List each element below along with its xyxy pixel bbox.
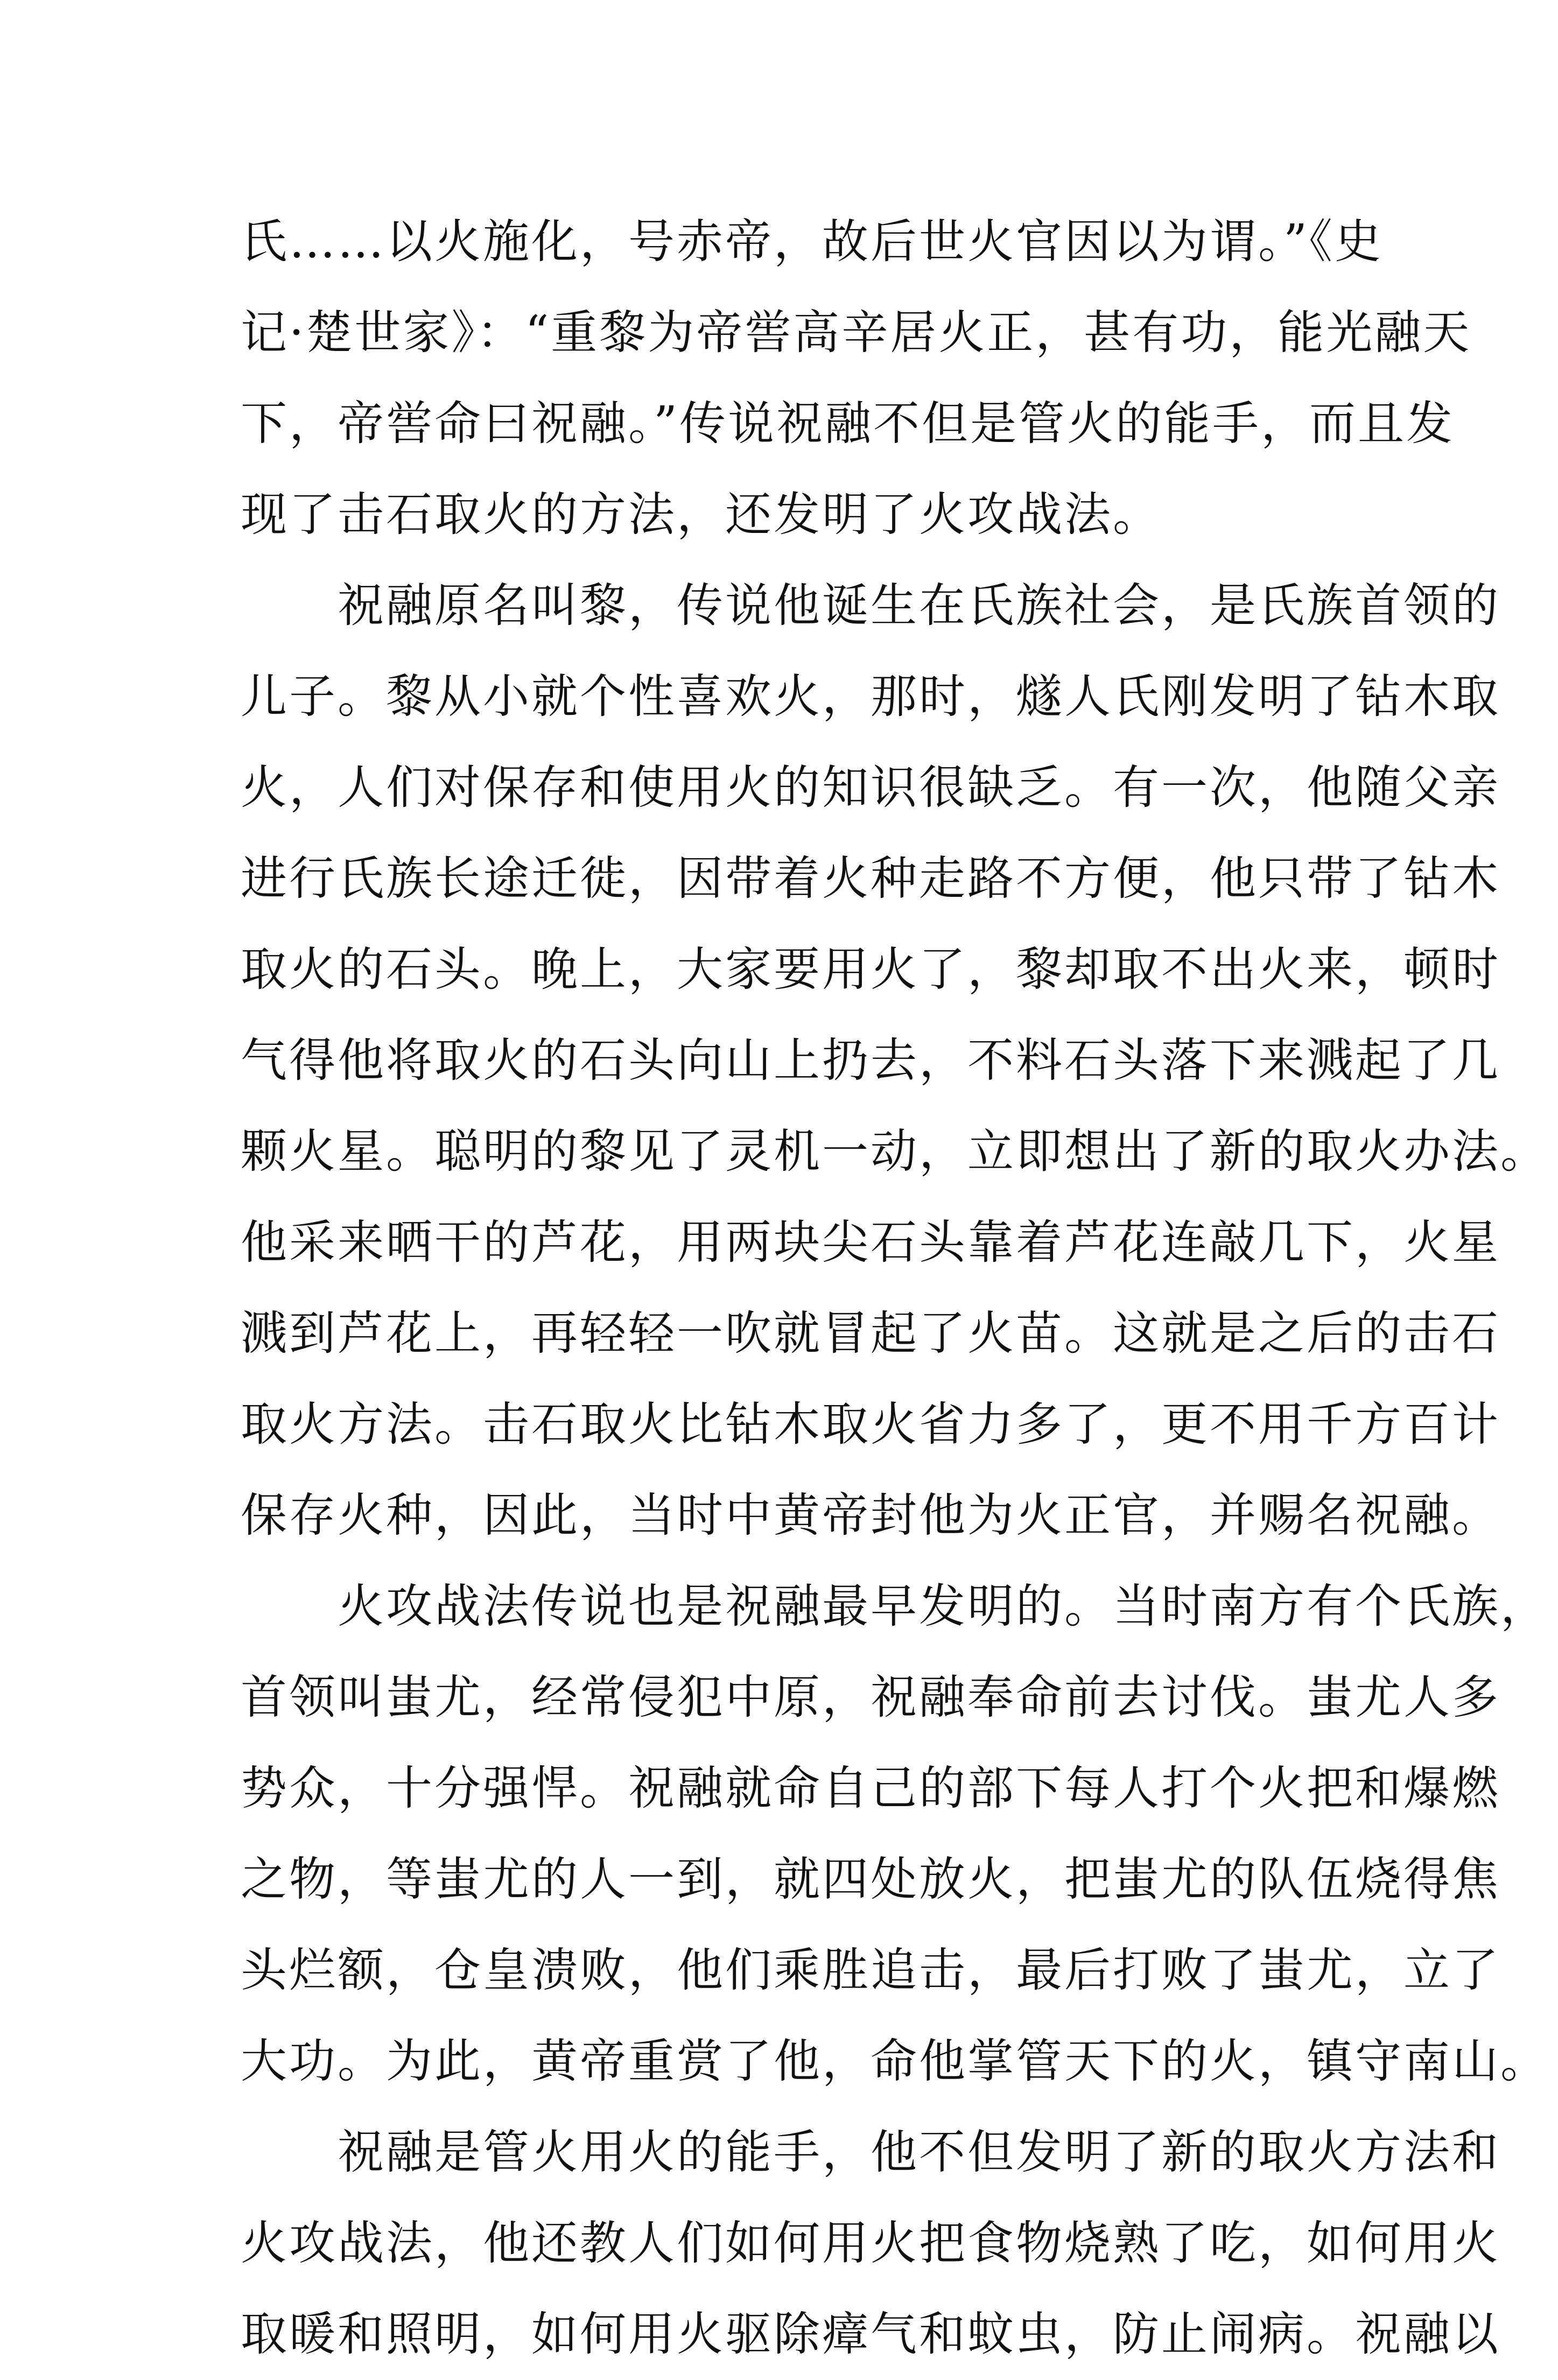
text-line: 火，人们对保存和使用火的知识很缺乏。有一次，他随父亲 — [241, 761, 1500, 815]
text-line: 之物，等蚩尤的人一到，就四处放火，把蚩尤的队伍烧得焦 — [241, 1852, 1500, 1906]
text-line: 取火的石头。晚上，大家要用火了，黎却取不出火来，顿时 — [241, 943, 1500, 996]
text-line: 祝融是管火用火的能手，他不但发明了新的取火方法和 — [241, 2125, 1500, 2179]
text-line: 祝融原名叫黎，传说他诞生在氏族社会，是氏族首领的 — [241, 579, 1500, 633]
text-line: 势众，十分强悍。祝融就命自己的部下每人打个火把和爆燃 — [241, 1761, 1500, 1815]
text-line: 记·楚世家》：“重黎为帝喾高辛居火正，甚有功，能光融天 — [241, 306, 1472, 360]
text-line: 首领叫蚩尤，经常侵犯中原，祝融奉命前去讨伐。蚩尤人多 — [241, 1670, 1500, 1724]
text-line: 取暖和照明，如何用火驱除瘴气和蚊虫，防止闹病。祝融以 — [241, 2307, 1500, 2361]
text-line: 大功。为此，黄帝重赏了他，命他掌管天下的火，镇守南山。 — [241, 2034, 1549, 2088]
text-line: 儿子。黎从小就个性喜欢火，那时，燧人氏刚发明了钻木取 — [241, 670, 1500, 724]
text-line: 火攻战法，他还教人们如何用火把食物烧熟了吃，如何用火 — [241, 2216, 1500, 2270]
text-line: 他采来晒干的芦花，用两块尖石头靠着芦花连敲几下，火星 — [241, 1216, 1500, 1269]
text-line: 现了击石取火的方法，还发明了火攻战法。 — [241, 488, 1161, 542]
text-line: 溅到芦花上，再轻轻一吹就冒起了火苗。这就是之后的击石 — [241, 1307, 1500, 1360]
text-line: 下，帝喾命曰祝融。”传说祝融不但是管火的能手，而且发 — [241, 397, 1455, 451]
text-line: 保存火种，因此，当时中黄帝封他为火正官，并赐名祝融。 — [241, 1489, 1500, 1542]
text-line: 气得他将取火的石头向山上扔去，不料石头落下来溅起了几 — [241, 1034, 1500, 1087]
text-line: 氏……以火施化，号赤帝，故后世火官因以为谓。”《史 — [241, 215, 1383, 269]
text-line: 头烂额，仓皇溃败，他们乘胜追击，最后打败了蚩尤，立了 — [241, 1943, 1500, 1997]
text-line: 进行氏族长途迁徙，因带着火种走路不方便，他只带了钻木 — [241, 852, 1500, 905]
text-line: 颗火星。聪明的黎见了灵机一动，立即想出了新的取火办法。 — [241, 1125, 1549, 1178]
body-text — [241, 196, 1549, 2380]
text-line: 取火方法。击石取火比钻木取火省力多了，更不用千方百计 — [241, 1398, 1500, 1451]
text-line: 火攻战法传说也是祝融最早发明的。当时南方有个氏族， — [241, 1579, 1549, 1633]
